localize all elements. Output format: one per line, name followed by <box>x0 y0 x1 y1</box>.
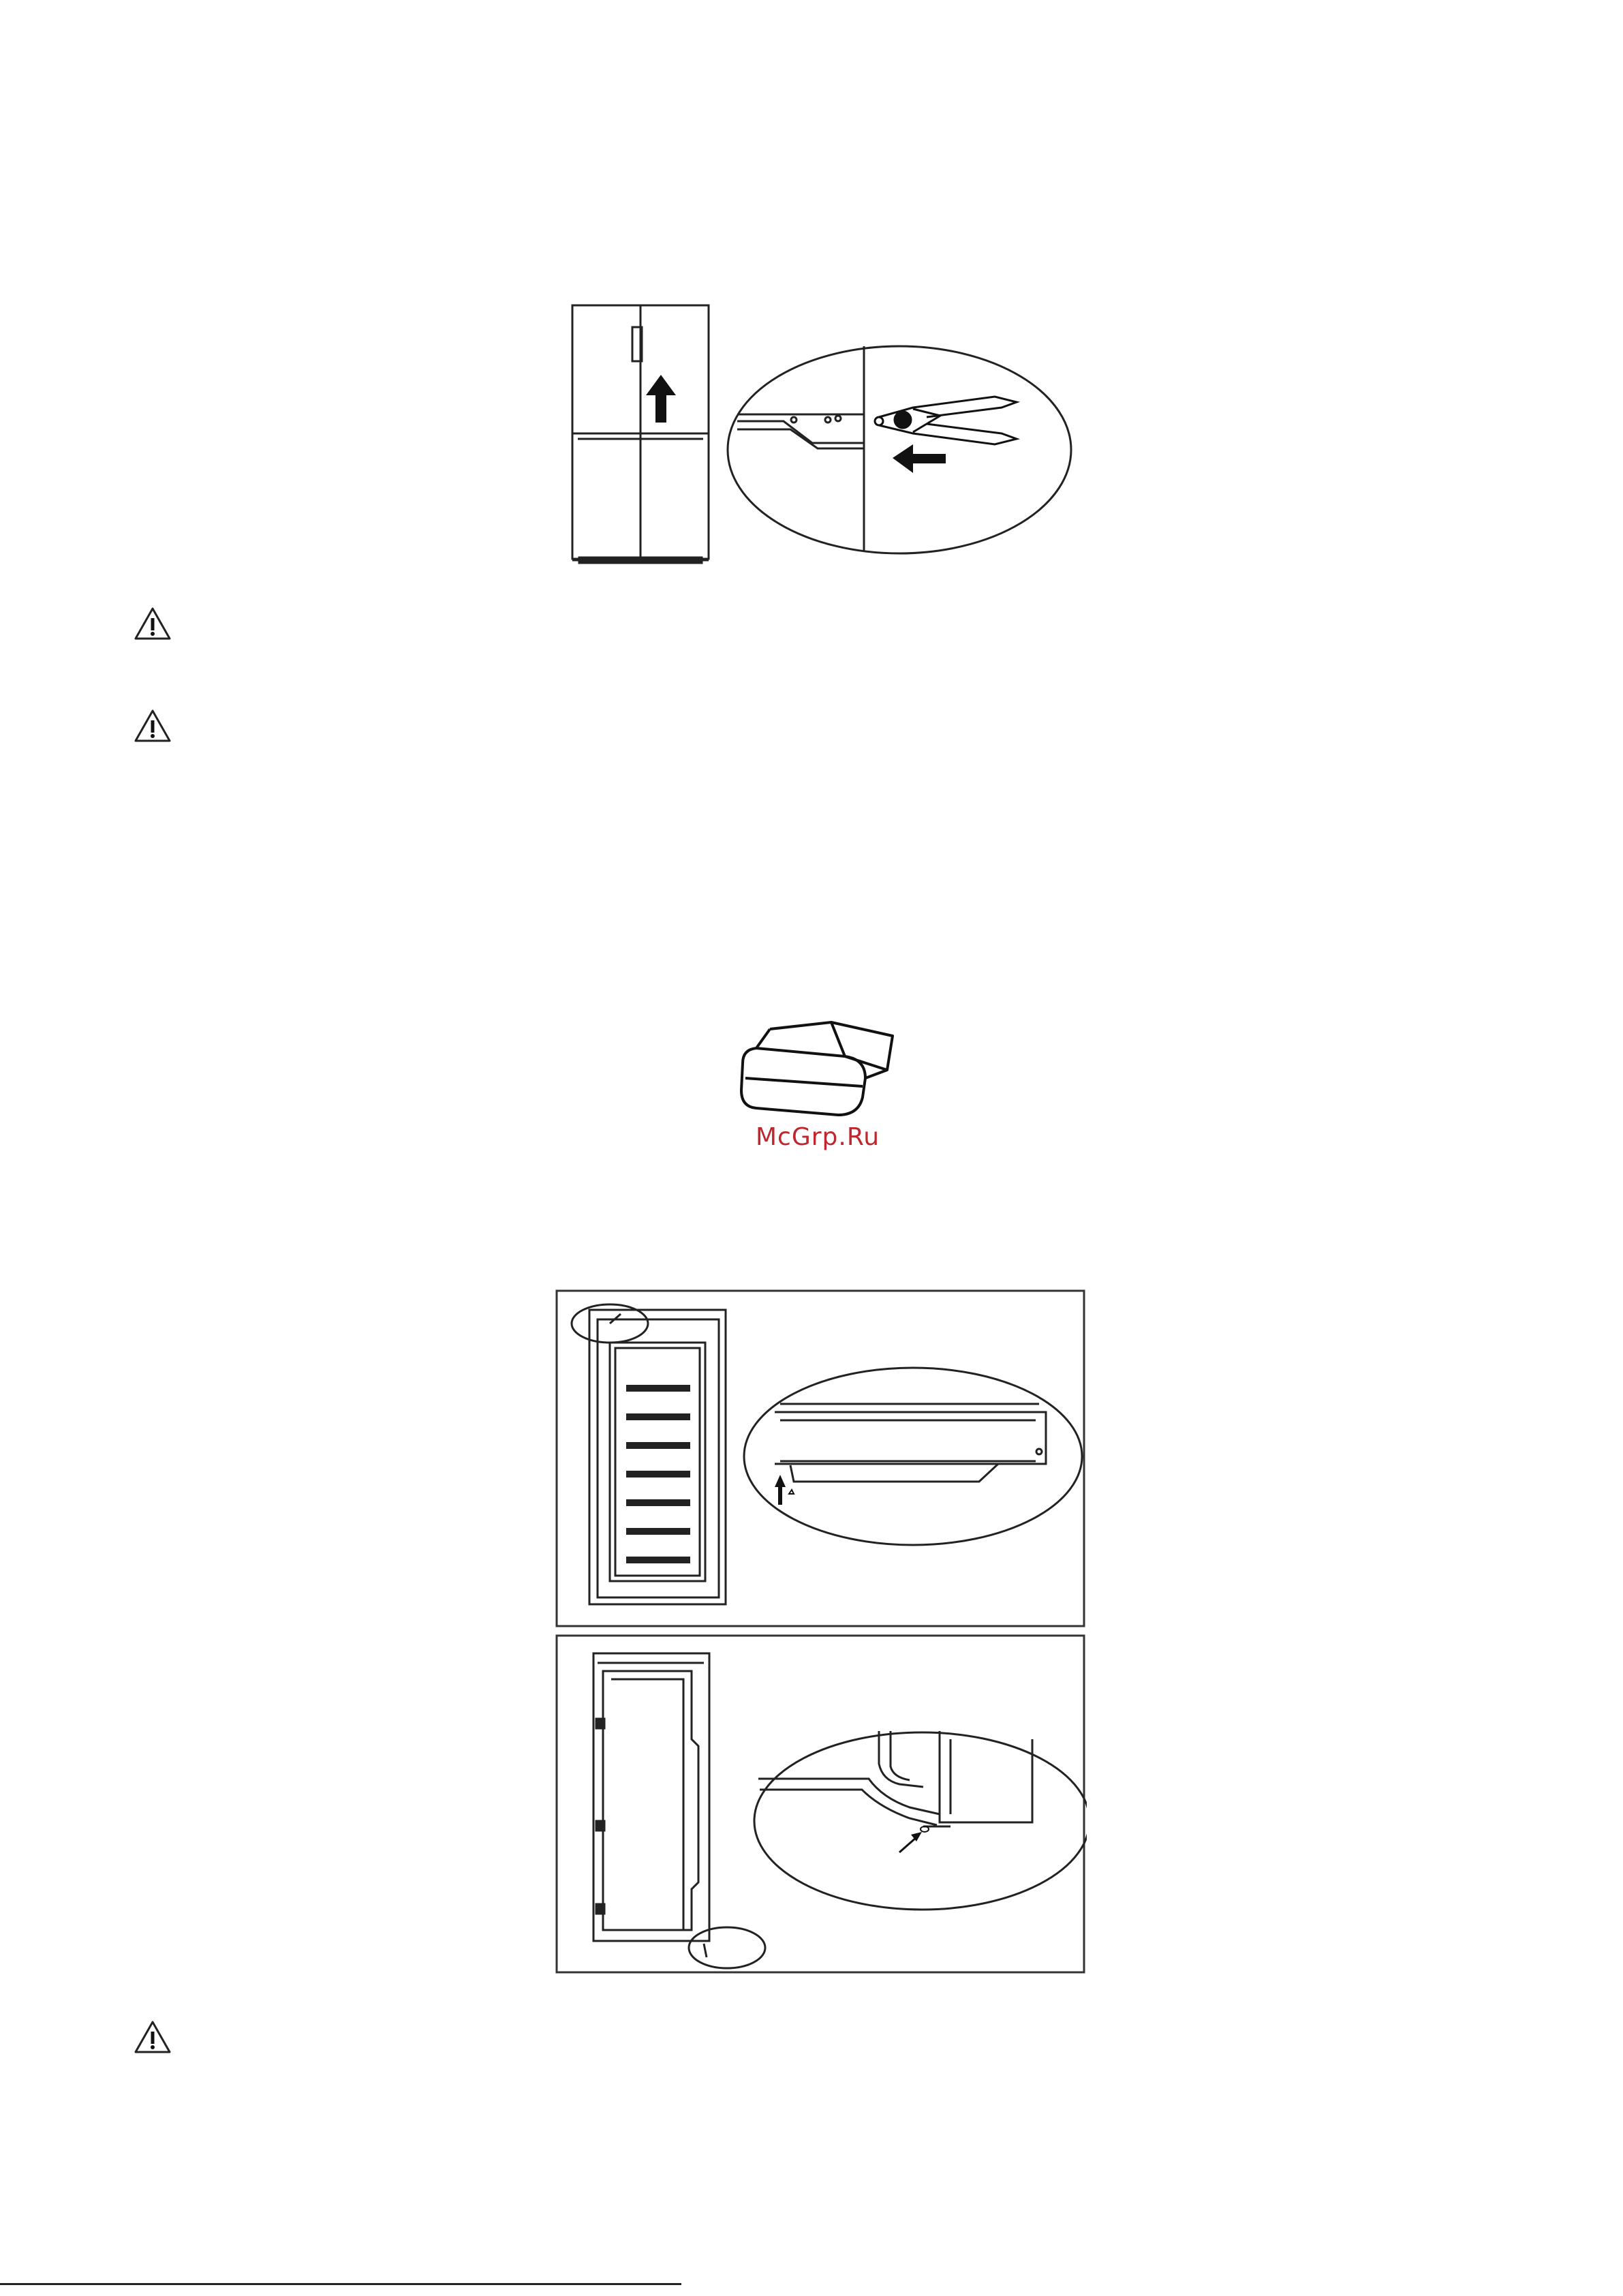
pliers-icon <box>875 397 1017 444</box>
door-bin-removal-figure <box>555 1289 1087 1976</box>
warning-icon <box>134 2020 172 2054</box>
fridge-illustration <box>572 305 709 563</box>
footer-rule <box>0 2283 681 2285</box>
arrow-left-icon <box>893 444 946 473</box>
warning-icon <box>134 709 172 743</box>
pliers-detail-magnifier <box>728 346 1071 553</box>
watermark-text: McGrp.Ru <box>755 1123 880 1151</box>
door-bin-panel-bottom <box>557 1636 1084 1972</box>
fridge-door-removal-figure <box>559 300 1077 572</box>
hinge-cover-part-figure <box>729 1015 906 1131</box>
warning-icon <box>134 607 172 641</box>
arrow-up-icon <box>646 375 676 423</box>
